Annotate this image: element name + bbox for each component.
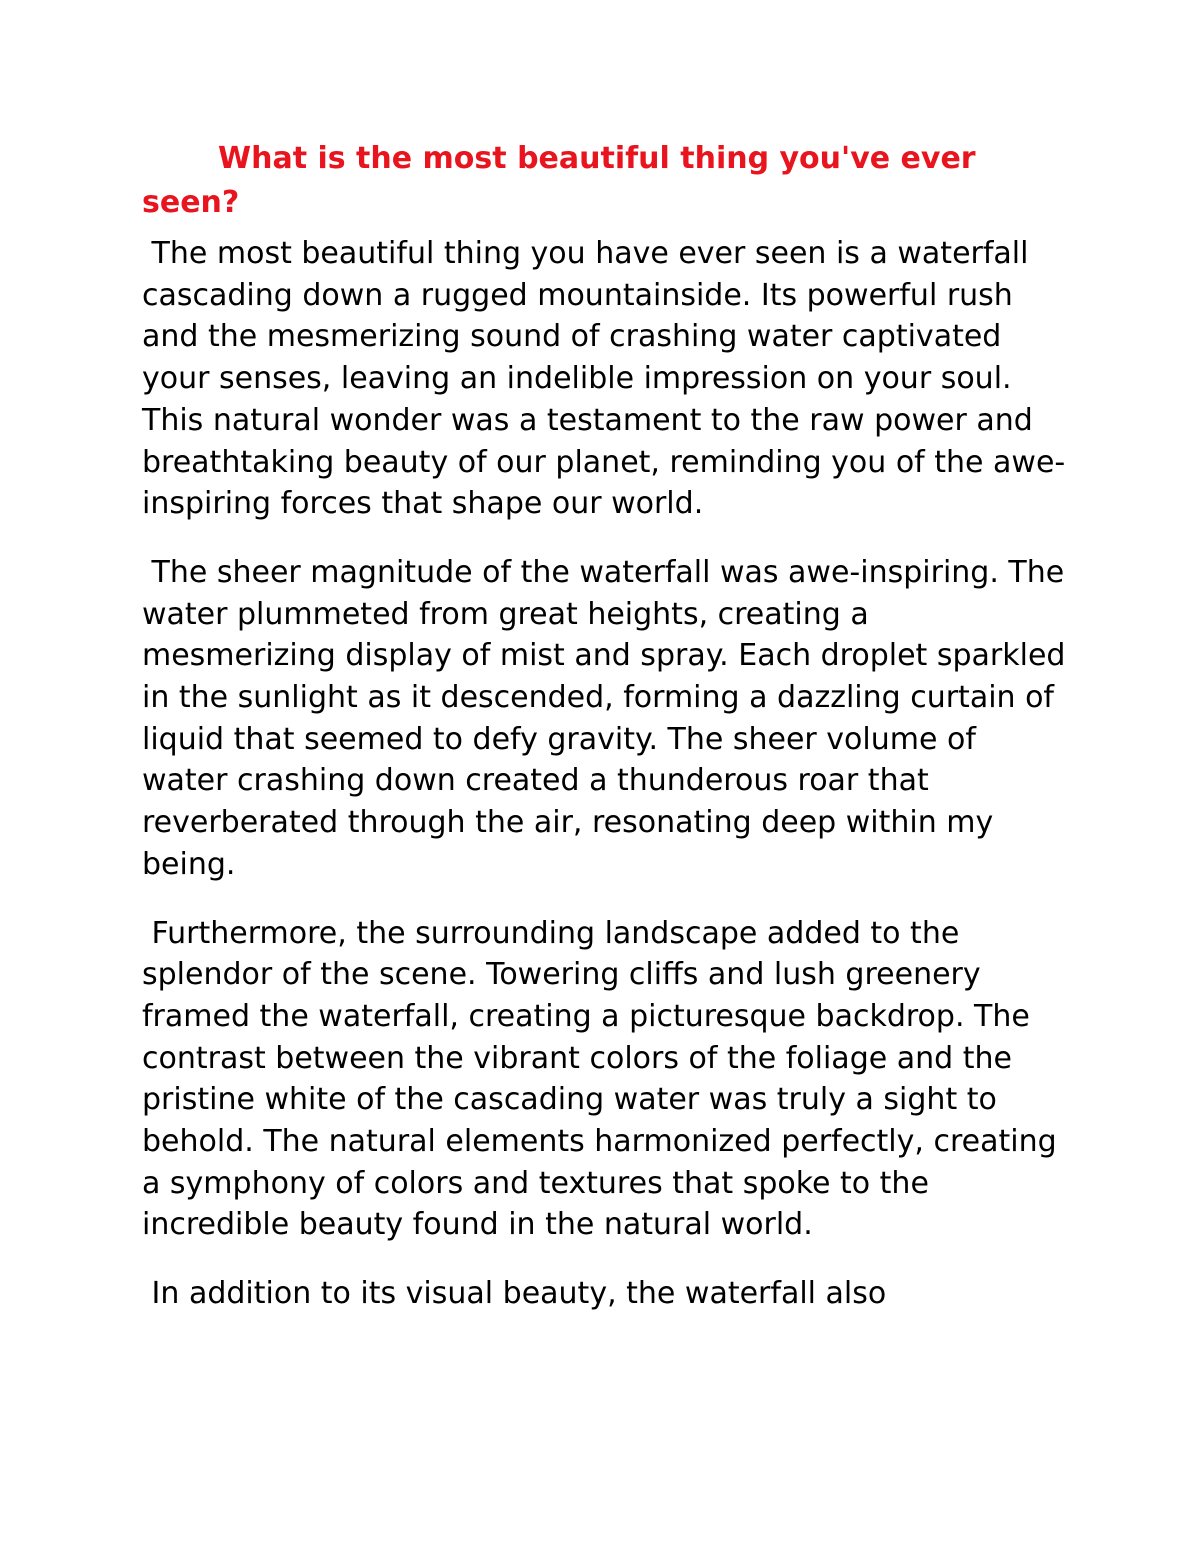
document-title: What is the most beautiful thing you've ever seen? (142, 141, 987, 220)
paragraph-3: Furthermore, the surrounding landscape added to the splendor of the scene. Towering cliffs and lush greenery framed the waterfall, creating a picturesque backdrop. The contrast between the vibrant colors of the foliage and the pristine white of the cascading water was truly a sight to behold. The natural elements harmonized perfectly, creating a symphony of colors and textures that spoke to the incredible beauty found in the natural world. (142, 915, 1067, 1243)
paragraph-2: The sheer magnitude of the waterfall was awe-inspiring. The water plummeted from great heights, creating a mesmerizing display of mist and spray. Each droplet sparkled in the sunlight as it descended, forming a dazzling curtain of liquid that seemed to defy gravity. The sheer volume of water crashing down created a thunderous roar that reverberated through the air, resonating deep within my being. (142, 554, 1075, 882)
paragraph-4: In addition to its visual beauty, the waterfall also (142, 1276, 887, 1312)
paragraph-1: The most beautiful thing you have ever seen is a waterfall cascading down a rugged mountainside. Its powerful rush and the mesmerizing sound of crashing water captivated your senses, leaving an indelible impression on your soul. This natural wonder was a testament to the raw power and breathtaking beauty of our planet, reminding you of the awe-inspiring forces that shape our world. (142, 236, 1066, 522)
document-body (142, 137, 1075, 1342)
